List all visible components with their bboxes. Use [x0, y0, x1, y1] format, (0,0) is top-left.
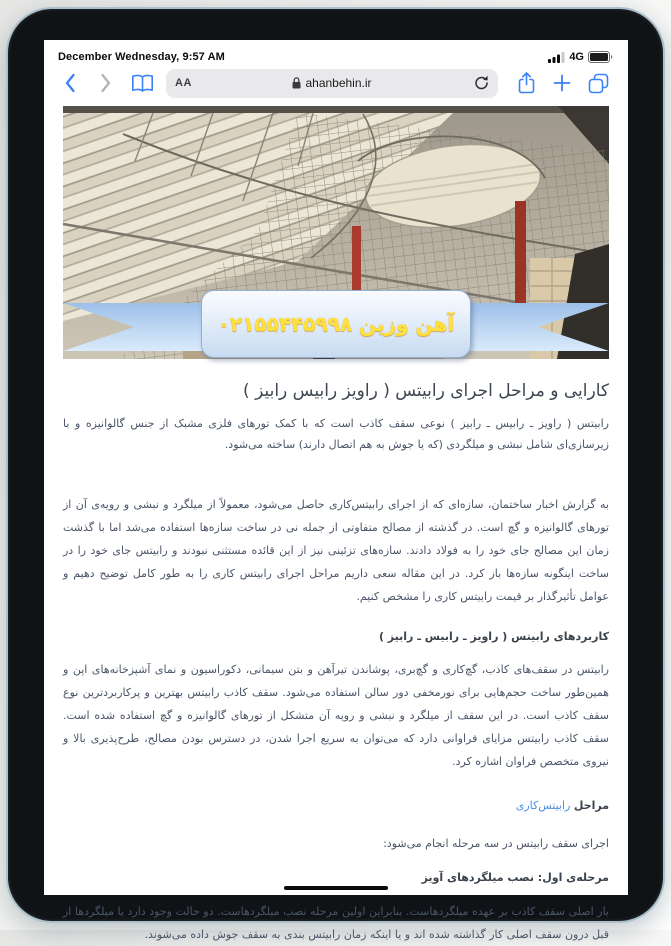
new-tab-button[interactable]	[544, 68, 580, 98]
safari-toolbar	[44, 66, 628, 106]
home-indicator[interactable]	[284, 886, 388, 890]
stages-heading	[63, 799, 609, 812]
article-paragraph-2: رابیتس در سقف‌های کاذب، گچ‌کاری و گچ‌بری، پوشاندن تیرآهن و بتن سیمانی، دکوراسیون و نمای آشپزخانه‌های اپن و همین‌طور ساخت حجم‌هایی برای نورمخفی دور سالن استفاده می‌شود. سقف کاذب رابیتس بهترین و پرکاربردترین نوع سقف کاذب است. در این سقف از میلگرد و نبشی و رویه آن متشکل از تورهای گالوانیزه و گچ استفاده شده است. سقف کاذب رابیتس مزایای فراوانی دارد که می‌توان به سریع اجرا شدن، در دسترس بودن مصالح، طرح‌پذیری بالا و نیروی متخصص فراوان اشاره کرد.	[63, 663, 609, 768]
cellular-signal-icon	[548, 52, 565, 63]
article-paragraph-3: اجرای سقف رابیتس در سه مرحله انجام می‌شود:	[383, 837, 609, 850]
share-icon	[517, 71, 536, 95]
article-subtitle: رابیتس ( راویز ـ رابیس ـ رابیز ) نوعی سقف کاذب است که با کمک تورهای فلزی مشبک از جنس گالوانیزه و با زیرسازی‌ای شامل نبشی و میلگردی (که یا جوش به هم اتصال دارند) ساخته می‌شود.	[63, 417, 609, 451]
status-datetime: December Wednesday, 9:57 AM	[58, 51, 225, 63]
reader-options-button[interactable]: AA	[175, 77, 192, 89]
ribbon-panel	[201, 290, 471, 358]
status-bar	[44, 40, 628, 66]
network-type-label: 4G	[569, 51, 584, 63]
ipad-device-frame	[6, 7, 665, 941]
reload-button[interactable]	[474, 75, 489, 91]
reload-icon	[474, 75, 489, 91]
section-heading-uses: کاربردهای رابیتس ( راویز ـ رابیس ـ رابیز )	[378, 630, 609, 643]
page-title: کارایی و مراحل اجرای رابیتس ( راویز رابیس رابیز )	[243, 381, 609, 401]
stage1-heading: مرحله‌ی اول: نصب میلگردهای آویز	[421, 871, 609, 884]
webpage-content	[44, 106, 628, 941]
url-display	[166, 69, 498, 98]
share-button[interactable]	[508, 68, 544, 98]
battery-icon	[588, 51, 613, 63]
rabitz-work-link[interactable]: رابیتس‌کاری	[515, 799, 571, 812]
article-paragraph-4: بار اصلی سقف کاذب بر عهده میلگردهاست. بنابراین اولین مرحله نصب میلگردهاست. دو حالت وجود دارد یا میلگردها از قبل درون سقف اصلی کار گذاشته شده اند و یا اینکه زمان رابیتس بندی به سقف جوش داده می‌شوند.	[63, 905, 609, 941]
book-icon	[131, 74, 154, 93]
article-paragraph-1: به گزارش اخبار ساختمان، سازه‌ای که از اجرای رابیتس‌کاری حاصل می‌شود، معمولاً از میلگرد و نبشی و رویه‌ی آن از تورهای گالوانیزه و گچ است. در گذشته از مصالح متفاوتی از جمله نی در ساخت سازه‌ها استفاده می‌شد اما با گذشت زمان این مصالح جای خود را به فولاد دادند. سازه‌های تزئینی نیز از این قائده مستثنی نبودند و رابیتس جای خود را در ساخت اینگونه سازه‌ها باز کرد. در این مقاله سعی داریم مراحل اجرای رابیتس کاری را به طور کامل توضیح دهیم و عوامل تأثیرگذار بر قیمت رابیتس کاری را مشخص کنیم.	[63, 498, 609, 603]
plus-icon	[553, 74, 571, 92]
lock-icon	[292, 77, 301, 89]
chevron-left-icon	[64, 73, 76, 93]
back-button[interactable]	[52, 68, 88, 98]
tabs-icon	[588, 73, 609, 94]
chevron-right-icon	[100, 73, 112, 93]
stages-heading-bold: مراحل	[573, 799, 609, 812]
forward-button[interactable]	[88, 68, 124, 98]
article	[44, 379, 628, 946]
ipad-screen	[44, 40, 628, 941]
address-bar[interactable]	[166, 69, 498, 98]
url-text: ahanbehin.ir	[305, 76, 372, 90]
company-phone-banner: آهن وزین ۰۲۱۵۵۴۴۵۹۹۸	[217, 312, 455, 336]
status-indicators	[548, 51, 613, 63]
hero-image	[63, 106, 609, 359]
tabs-button[interactable]	[580, 68, 616, 98]
bookmarks-button[interactable]	[124, 68, 160, 98]
